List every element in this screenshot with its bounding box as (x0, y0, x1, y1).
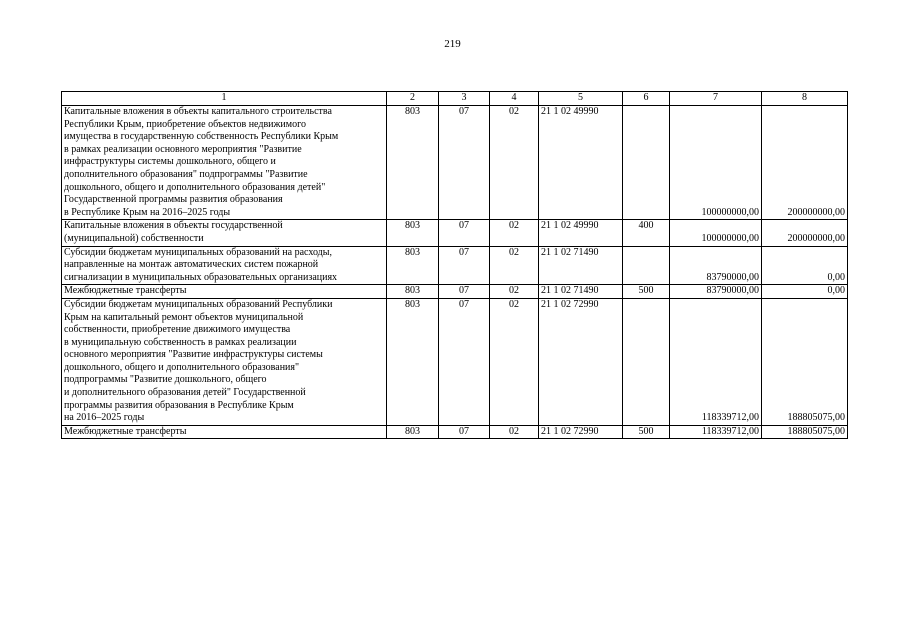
section-code: 07 (439, 220, 490, 246)
expense-type-code (623, 246, 670, 285)
ministry-code: 803 (387, 425, 439, 439)
column-header: 7 (670, 92, 762, 106)
amount-col8: 200000000,00 (762, 220, 848, 246)
target-article-code: 21 1 02 71490 (539, 246, 623, 285)
amount-col8: 0,00 (762, 285, 848, 299)
row-description: Межбюджетные трансферты (62, 425, 387, 439)
table-row (62, 220, 848, 246)
row-description: Субсидии бюджетам муниципальных образований на расходы, направленные на монтаж автоматических систем пожарной сигнализации в муниципальных образовательных организациях (62, 246, 387, 285)
ministry-code: 803 (387, 106, 439, 220)
column-header: 4 (490, 92, 539, 106)
amount-col8: 200000000,00 (762, 106, 848, 220)
expense-type-code: 400 (623, 220, 670, 246)
subsection-code: 02 (490, 298, 539, 425)
target-article-code: 21 1 02 72990 (539, 298, 623, 425)
amount-col7: 118339712,00 (670, 425, 762, 439)
expense-type-code: 500 (623, 285, 670, 299)
budget-table (61, 91, 848, 439)
column-header: 1 (62, 92, 387, 106)
table-row (62, 285, 848, 299)
subsection-code: 02 (490, 425, 539, 439)
section-code: 07 (439, 106, 490, 220)
ministry-code: 803 (387, 298, 439, 425)
page-number: 219 (444, 38, 461, 50)
section-code: 07 (439, 285, 490, 299)
column-header: 2 (387, 92, 439, 106)
table-row (62, 246, 848, 285)
target-article-code: 21 1 02 71490 (539, 285, 623, 299)
amount-col7: 118339712,00 (670, 298, 762, 425)
subsection-code: 02 (490, 285, 539, 299)
row-description: Межбюджетные трансферты (62, 285, 387, 299)
row-description: Капитальные вложения в объекты капитального строительства Республики Крым, приобретение объектов недвижимого имущества в государственную собственность Республики Крым в рамках реализации основного мероприятия "Развитие инфраструктуры системы дошкольного, общего и дополнительного образования" подпрограммы "Развитие дошкольного, общего и дополнительного образования детей" Государственной программы развития образования в Республике Крым на 2016–2025 годы (62, 106, 387, 220)
section-code: 07 (439, 425, 490, 439)
ministry-code: 803 (387, 285, 439, 299)
target-article-code: 21 1 02 49990 (539, 106, 623, 220)
section-code: 07 (439, 298, 490, 425)
subsection-code: 02 (490, 220, 539, 246)
expense-type-code: 500 (623, 425, 670, 439)
section-code: 07 (439, 246, 490, 285)
subsection-code: 02 (490, 246, 539, 285)
expense-type-code (623, 106, 670, 220)
amount-col7: 100000000,00 (670, 220, 762, 246)
amount-col7: 83790000,00 (670, 246, 762, 285)
target-article-code: 21 1 02 72990 (539, 425, 623, 439)
row-description: Капитальные вложения в объекты государственной (муниципальной) собственности (62, 220, 387, 246)
row-description: Субсидии бюджетам муниципальных образований Республики Крым на капитальный ремонт объектов муниципальной собственности, приобретение движимого имущества в муниципальную собственность в рамках реализации основного мероприятия "Развитие инфраструктуры системы дошкольного, общего и дополнительного образования" подпрограммы "Развитие дошкольного, общего и дополнительного образования детей" Государственной программы развития образования в Республике Крым на 2016–2025 годы (62, 298, 387, 425)
subsection-code: 02 (490, 106, 539, 220)
column-header: 6 (623, 92, 670, 106)
expense-type-code (623, 298, 670, 425)
amount-col8: 188805075,00 (762, 298, 848, 425)
table-row (62, 298, 848, 425)
column-header: 3 (439, 92, 490, 106)
amount-col8: 188805075,00 (762, 425, 848, 439)
amount-col7: 100000000,00 (670, 106, 762, 220)
column-header: 8 (762, 92, 848, 106)
amount-col8: 0,00 (762, 246, 848, 285)
table-header-row (62, 92, 848, 106)
column-header: 5 (539, 92, 623, 106)
ministry-code: 803 (387, 246, 439, 285)
ministry-code: 803 (387, 220, 439, 246)
amount-col7: 83790000,00 (670, 285, 762, 299)
target-article-code: 21 1 02 49990 (539, 220, 623, 246)
table-row (62, 425, 848, 439)
table-row (62, 106, 848, 220)
